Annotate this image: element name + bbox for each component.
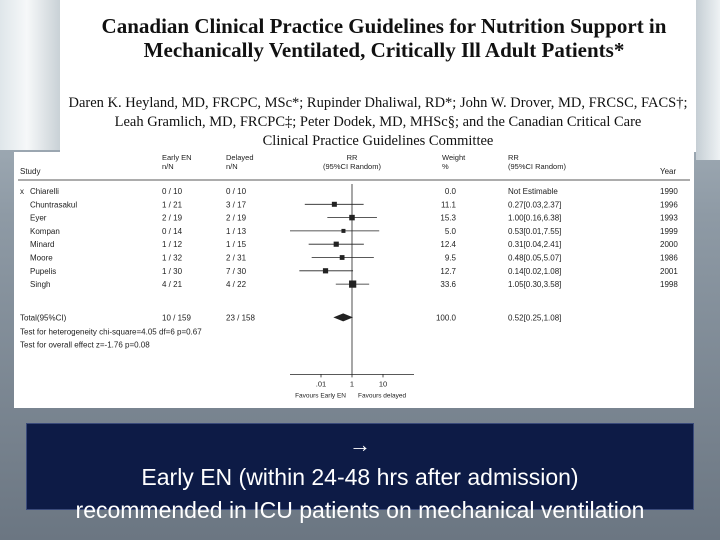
early-en-count-5: 1 / 32 [162, 253, 183, 263]
recommendation-banner [26, 423, 694, 523]
article-header-panel [60, 0, 696, 152]
effect-square-5 [340, 255, 345, 260]
delayed-count-4: 1 / 15 [226, 240, 247, 250]
study-year-4: 2000 [660, 240, 678, 250]
header-year: Year [660, 167, 677, 176]
study-name-7: Singh [30, 280, 51, 290]
study-year-6: 2001 [660, 266, 678, 276]
recommendation-line-1-text: Early EN (within 24-48 hrs after admission) [141, 464, 579, 490]
delayed-count-0: 0 / 10 [226, 187, 247, 196]
weight-value-4: 12.4 [440, 240, 456, 250]
weight-value-3: 5.0 [444, 226, 456, 236]
effect-square-4 [334, 242, 339, 247]
delayed-count-2: 2 / 19 [226, 213, 247, 223]
header-rr-ci-line-1: RR [508, 153, 519, 162]
effect-square-7 [349, 280, 356, 287]
header-study: Study [20, 167, 41, 176]
rr-ci-text-0: Not Estimable [508, 187, 558, 196]
delayed-count-6: 7 / 30 [226, 266, 247, 276]
early-en-count-3: 0 / 14 [162, 226, 183, 236]
weight-value-2: 15.3 [440, 213, 456, 223]
total-rr-ci: 0.52[0.25,1.08] [508, 313, 562, 323]
rr-ci-text-4: 0.31[0.04,2.41] [508, 240, 562, 250]
study-year-3: 1999 [660, 226, 678, 236]
early-en-count-0: 0 / 10 [162, 187, 183, 196]
recommendation-text [27, 428, 693, 527]
rr-ci-text-2: 1.00[0.16,6.38] [508, 213, 562, 223]
study-year-0: 1990 [660, 187, 678, 196]
early-en-count-6: 1 / 30 [162, 266, 183, 276]
delayed-count-1: 3 / 17 [226, 200, 247, 210]
forest-plot-panel [14, 152, 694, 408]
article-title-line-2: Mechanically Ventilated, Critically Ill Adult Patients* [143, 38, 625, 62]
authors-line-2: Leah Gramlich, MD, FRCPC‡; Peter Dodek, MD, MHSc§; and the Canadian Critical Care [114, 114, 642, 130]
header-rr-plot-line-1: RR [346, 153, 358, 162]
header-rr-ci-line-2: (95%CI Random) [508, 162, 566, 171]
total-delayed-count: 23 / 158 [226, 313, 255, 323]
rr-ci-text-1: 0.27[0.03,2.37] [508, 200, 562, 210]
study-year-1: 1996 [660, 200, 678, 210]
recommendation-line-2: recommended in ICU patients on mechanical ventilation [75, 497, 645, 523]
pooled-effect-diamond [333, 313, 353, 321]
favours-early-en-label: Favours Early EN [295, 392, 346, 400]
weight-value-6: 12.7 [440, 266, 456, 276]
article-title [84, 14, 684, 62]
delayed-count-3: 1 / 13 [226, 226, 247, 236]
rr-ci-text-7: 1.05[0.30,3.58] [508, 280, 562, 290]
study-year-7: 1998 [660, 280, 678, 290]
authors-line-3: Clinical Practice Guidelines Committee [262, 133, 494, 149]
study-name-1: Chuntrasakul [30, 200, 78, 210]
excluded-study-marker: x [20, 187, 24, 196]
delayed-count-5: 2 / 31 [226, 253, 247, 263]
effect-square-6 [323, 268, 328, 273]
rr-ci-text-3: 0.53[0.01,7.55] [508, 226, 562, 236]
weight-value-0: 0.0 [444, 187, 456, 196]
pitcher-background [696, 0, 720, 160]
total-early-en-count: 10 / 159 [162, 313, 191, 323]
total-label: Total(95%CI) [20, 313, 67, 323]
article-title-line-1: Canadian Clinical Practice Guidelines for Nutrition Support in [101, 14, 667, 38]
weight-value-7: 33.6 [440, 280, 456, 290]
early-en-count-7: 4 / 21 [162, 280, 183, 290]
rr-ci-text-6: 0.14[0.02,1.08] [508, 266, 562, 276]
arrow-icon: → [349, 432, 371, 457]
study-name-2: Eyer [30, 213, 47, 223]
delayed-count-7: 4 / 22 [226, 280, 247, 290]
early-en-count-1: 1 / 21 [162, 200, 183, 210]
effect-square-3 [341, 229, 345, 233]
favours-delayed-label: Favours delayed [358, 392, 407, 400]
recommendation-line-1 [27, 428, 693, 494]
effect-square-2 [349, 215, 355, 221]
study-name-6: Pupelis [30, 266, 57, 276]
article-authors [68, 94, 688, 151]
rr-ci-text-5: 0.48[0.05,5.07] [508, 253, 562, 263]
heterogeneity-test: Test for heterogeneity chi-square=4.05 df=6 p=0.67 [20, 327, 202, 337]
early-en-count-2: 2 / 19 [162, 213, 183, 223]
header-early-en-line-1: Early EN [162, 153, 192, 162]
early-en-count-4: 1 / 12 [162, 240, 183, 250]
overall-effect-test: Test for overall effect z=-1.76 p=0.08 [20, 340, 150, 350]
authors-line-1: Daren K. Heyland, MD, FRCPC, MSc*; Rupinder Dhaliwal, RD*; John W. Drover, MD, FRCSC, FACS†; [68, 95, 688, 111]
header-weight-line-2: % [442, 162, 449, 171]
study-name-5: Moore [30, 253, 53, 263]
header-early-en-line-2: n/N [162, 162, 174, 171]
study-year-2: 1993 [660, 213, 678, 223]
effect-square-1 [332, 202, 337, 207]
x-tick-label-0: .01 [315, 379, 327, 389]
weight-value-1: 11.1 [441, 200, 456, 210]
forest-plot [14, 152, 694, 408]
header-delayed-line-2: n/N [226, 162, 238, 171]
x-tick-label-2: 10 [378, 379, 388, 389]
total-weight: 100.0 [435, 313, 456, 323]
header-weight-line-1: Weight [442, 153, 466, 162]
study-year-5: 1986 [660, 253, 678, 263]
weight-value-5: 9.5 [444, 253, 456, 263]
header-delayed-line-1: Delayed [226, 153, 254, 162]
study-name-3: Kompan [30, 226, 60, 236]
milk-glass-background [0, 0, 60, 150]
study-name-0: Chiarelli [30, 187, 59, 196]
x-tick-label-1: 1 [349, 379, 355, 389]
study-name-4: Minard [30, 240, 55, 250]
header-rr-plot-line-2: (95%CI Random) [323, 162, 381, 171]
